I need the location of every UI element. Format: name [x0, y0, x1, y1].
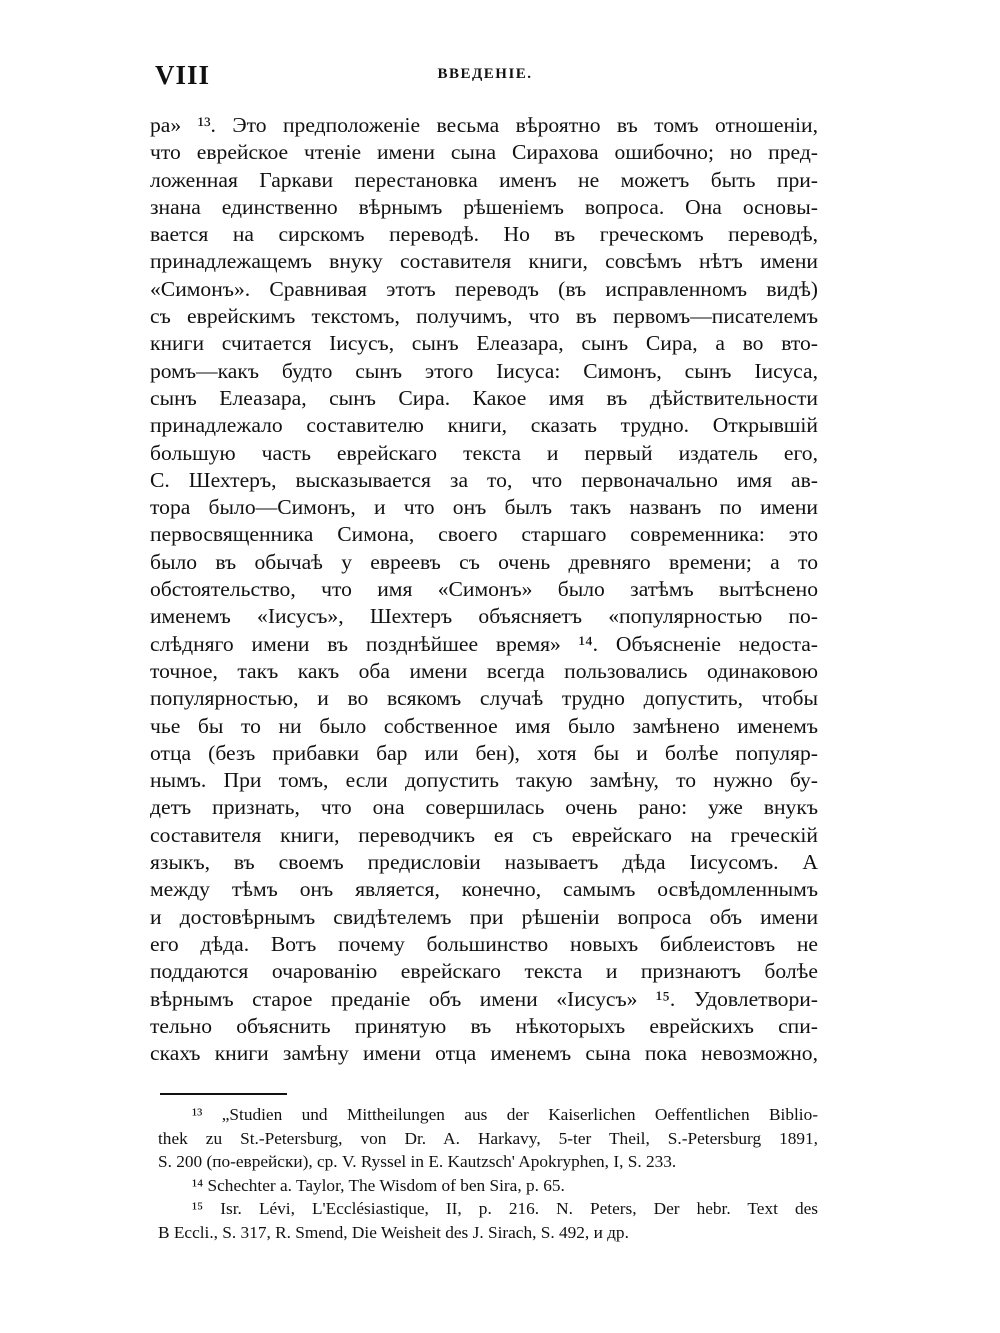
text-line: детъ признать, что она совершилась очень рано: уже внукъ — [150, 795, 818, 820]
page-header — [155, 60, 815, 90]
footnote-line: B Eccli., S. 317, R. Smend, Die Weisheit des J. Sirach, S. 492, и др. — [158, 1222, 629, 1242]
text-line: поддаются очарованію еврейскаго текста и признаютъ болѣе — [150, 959, 818, 984]
text-line: сынъ Елеазара, сынъ Сира. Какое имя въ дѣйствительности — [150, 385, 818, 410]
footnote-line: S. 200 (по-еврейски), ср. V. Ryssel in E. Kautzsch' Apokryphen, I, S. 233. — [158, 1152, 677, 1171]
text-line: вается на сирскомъ переводѣ. Но въ греческомъ переводѣ, — [150, 222, 818, 247]
text-line: первосвященника Симона, своего старшаго современника: это — [150, 522, 818, 547]
text-line: между тѣмъ онъ является, конечно, самымъ освѣдомленнымъ — [150, 877, 818, 902]
text-line: что еврейское чтеніе имени сына Сирахова ошибочно; но пред- — [150, 140, 818, 165]
main-text — [150, 112, 818, 1067]
footnotes — [158, 1103, 818, 1244]
text-line: ромъ—какъ будто сынъ этого Іисуса: Симонъ, сынъ Іисуса, — [150, 358, 818, 383]
text-line: съ еврейскимъ текстомъ, получимъ, что въ первомъ—писателемъ — [150, 304, 818, 329]
text-line: и достовѣрнымъ свидѣтелемъ при рѣшеніи вопроса объ имени — [150, 904, 818, 929]
text-line: тора было—Симонъ, и что онъ былъ такъ названъ по имени — [150, 495, 818, 520]
text-line: скахъ книги замѣну имени отца именемъ сына пока невозможно, — [150, 1041, 818, 1066]
text-line: знана единственно вѣрнымъ рѣшеніемъ вопроса. Она основы- — [150, 194, 818, 219]
page-number: VIII — [155, 60, 211, 90]
text-line: было въ обычаѣ у евреевъ съ очень древняго времени; а то — [150, 549, 818, 574]
text-line: слѣдняго имени въ позднѣйшее время» ¹⁴. Объясненіе недоста- — [150, 631, 818, 656]
footnote-line: ¹⁵ Isr. Lévi, L'Ecclésiastique, II, p. 216. N. Peters, Der hebr. Text des — [192, 1199, 818, 1218]
text-line: обстоятельство, что имя «Симонъ» было затѣмъ вытѣснено — [150, 577, 818, 602]
text-line: ра» ¹³. Это предположеніе весьма вѣроятно въ томъ отношеніи, — [150, 113, 818, 137]
text-line: ложенная Гаркави перестановка именъ не можетъ быть при- — [150, 167, 818, 192]
text-line: вѣрнымъ старое преданіе объ имени «Іисусъ» ¹⁵. Удовлетвори- — [150, 986, 818, 1011]
footnote-rule — [160, 1093, 287, 1095]
text-line: именемъ «Іисусъ», Шехтеръ объясняетъ «популярностью по- — [150, 604, 818, 629]
text-line: популярностью, и во всякомъ случаѣ трудно допустить, чтобы — [150, 686, 818, 711]
text-line: нымъ. При томъ, если допустить такую замѣну, то нужно бу- — [150, 768, 818, 793]
text-line: составителя книги, переводчикъ ея съ еврейскаго на греческій — [150, 822, 818, 847]
text-line: принадлежащемъ внуку составителя книги, совсѣмъ нѣтъ имени — [150, 249, 818, 274]
text-line: тельно объяснить принятую въ нѣкоторыхъ еврейскихъ спи- — [150, 1013, 818, 1038]
text-line: принадлежало составителю книги, сказать трудно. Открывшій — [150, 413, 818, 438]
footnote-line: ¹³ „Studien und Mittheilungen aus der Kaiserlichen Oeffentlichen Biblio- — [192, 1105, 818, 1124]
text-line: чье бы то ни было собственное имя было замѣнено именемъ — [150, 713, 818, 738]
footnote-line: ¹⁴ Schechter a. Taylor, The Wisdom of ben Sira, p. 65. — [192, 1175, 565, 1195]
text-line: «Симонъ». Сравнивая этотъ переводъ (въ исправленномъ видѣ) — [150, 276, 818, 301]
text-line: его дѣда. Вотъ почему большинство новыхъ библеистовъ не — [150, 931, 818, 956]
text-line: книги считается Іисусъ, сынъ Елеазара, сынъ Сира, а во вто- — [150, 331, 818, 356]
running-title: ВВЕДЕНІЕ. — [437, 66, 533, 82]
text-line: точное, такъ какъ оба имени всегда пользовались одинаковою — [150, 658, 818, 683]
footnote-line: thek zu St.-Petersburg, von Dr. A. Harkavy, 5-ter Theil, S.-Petersburg 1891, — [158, 1128, 818, 1148]
text-line: отца (безъ прибавки бар или бен), хотя бы и болѣе популяр- — [150, 740, 818, 765]
text-line: большую часть еврейскаго текста и первый издатель его, — [150, 440, 818, 465]
text-line: С. Шехтеръ, высказывается за то, что первоначально имя ав- — [150, 467, 818, 492]
text-line: языкъ, въ своемъ предисловіи называетъ дѣда Іисусомъ. А — [150, 850, 818, 875]
